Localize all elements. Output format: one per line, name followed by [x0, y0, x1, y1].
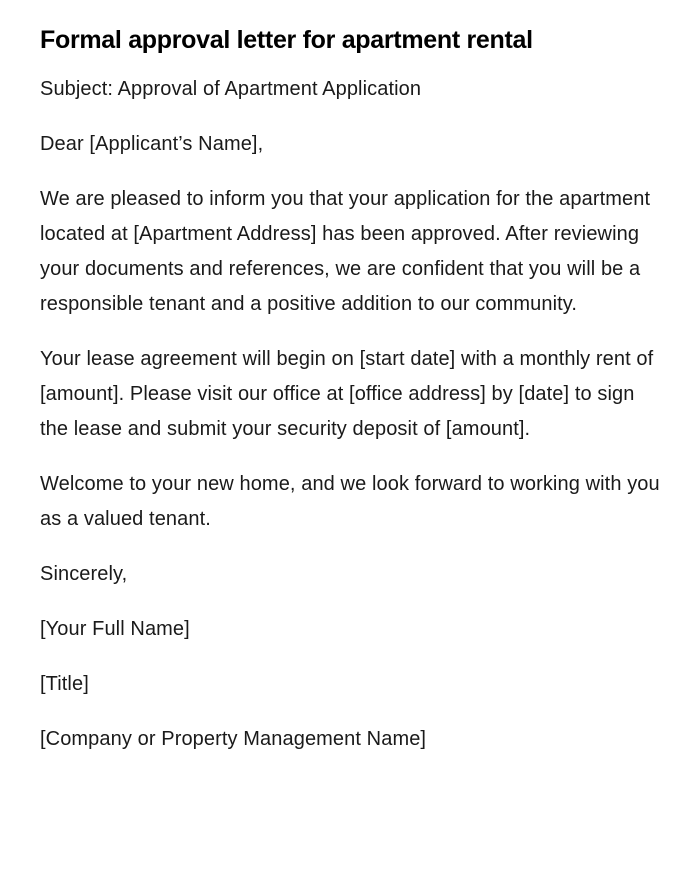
signature-title: [Title]: [40, 672, 89, 695]
letter-body-paragraph-2: Your lease agreement will begin on [start date] with a monthly rent of [amount]. Please visit our office at [office address] by [date] to sign the lease and submit your security deposit of [amount].: [40, 347, 654, 440]
letter-closing: Sincerely,: [40, 562, 128, 585]
letter-body-paragraph-1: We are pleased to inform you that your application for the apartment located at [Apartment Address] has been approved. After reviewing your documents and references, we are confident that you will be a responsible tenant and a positive addition to our community.: [40, 187, 651, 315]
letter-body-paragraph-3: Welcome to your new home, and we look forward to working with you as a valued tenant.: [40, 472, 660, 530]
letter-title: Formal approval letter for apartment rental: [40, 26, 533, 54]
signature-name: [Your Full Name]: [40, 617, 190, 640]
letter-subject: Subject: Approval of Apartment Application: [40, 77, 422, 100]
letter-salutation: Dear [Applicant’s Name],: [40, 132, 264, 155]
signature-company: [Company or Property Management Name]: [40, 727, 427, 750]
